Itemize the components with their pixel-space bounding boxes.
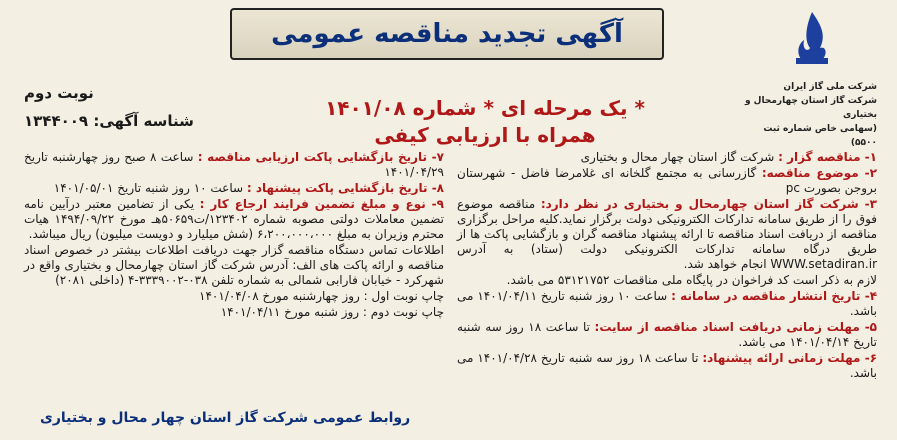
print-first: چاپ نوبت اول : روز چهارشنبه مورخ ۱۴۰۱/۰۴/۰۸ <box>199 289 444 303</box>
tender-number: * یک مرحله ای * شماره ۱۴۰۱/۰۸ <box>325 96 645 120</box>
gas-flame-icon <box>792 10 832 65</box>
footer-signature: روابط عمومی شرکت گاز استان چهار محال و بختیاری <box>40 410 411 426</box>
company-name-block <box>737 80 877 150</box>
contact-info: اطلاعات تماس دستگاه مناقصه گزار جهت دریافت اطلاعات بیشتر در خصوص اسناد مناقصه و ارائه پاکت های الف: آدرس شرکت گاز استان چهارمحال و بختیاری واقع در شهرکرد - خیابان فارابی شمالی به شماره تلفن ۰۳۸-۳۳۳۹۰۰۲-۴ (داخلی ۲۰۸۱) <box>24 243 444 287</box>
round-label: نوبت دوم <box>24 84 94 102</box>
item-2: ۲- موضوع مناقصه: گازرسانی به مجتمع گلخانه ای غلامرضا فاضل - شهرستان بروجن بصورت pc <box>457 166 877 195</box>
title-banner <box>230 8 664 60</box>
left-column <box>24 150 444 321</box>
item-1: ۱- مناقصه گزار : شرکت گاز استان چهار محال و بختیاری <box>580 150 877 164</box>
print-second: چاپ نوبت دوم : روز شنبه مورخ ۱۴۰۱/۰۴/۱۱ <box>220 305 444 319</box>
company-line2: شرکت گاز استان چهارمحال و بختیاری <box>744 96 877 120</box>
right-column <box>457 150 877 382</box>
item-9: ۹- نوع و مبلغ تضمین فرایند ارجاع کار : یکی از تضامین معتبر درآیین نامه تضمین معاملات دولتی مصوبه شماره ۱۲۳۴۰۲/ت۵۰۶۵۹هـ مورخ ۱۴۹۴/۰۹/۲۲ هیات محترم وزیران به مبلغ ۶،۲۰۰،۰۰۰،۰۰۰ (شش میلیارد و دویست میلیون) ریال میباشد. <box>24 197 444 241</box>
ad-number: شناسه آگهی: ۱۳۴۴۰۰۹ <box>24 112 194 130</box>
item-6: ۶- مهلت زمانی ارائه پیشنهاد: تا ساعت ۱۸ روز سه شنبه تاریخ ۱۴۰۱/۰۴/۲۸ می باشد. <box>457 351 878 380</box>
notice-title: آگهی تجدید مناقصه عمومی <box>271 19 623 49</box>
item-4: ۴- تاریخ انتشار مناقصه در سامانه : ساعت ۱۰ روز شنبه تاریخ ۱۴۰۱/۰۴/۱۱ می باشد. <box>457 289 878 318</box>
company-line1: شرکت ملی گاز ایران <box>783 82 877 92</box>
item-3-note: لازم به ذکر است کد فراخوان در پایگاه ملی مناقصات ۵۳۱۲۱۷۵۲ می باشد. <box>506 273 877 287</box>
item-7: ۷- تاریخ بازگشایی پاکت ارزیابی مناقصه : ساعت ۸ صبح روز چهارشنبه تاریخ ۱۴۰۱/۰۴/۲۹ <box>24 150 444 179</box>
item-5: ۵- مهلت زمانی دریافت اسناد مناقصه از سایت: تا ساعت ۱۸ روز سه شنبه تاریخ ۱۴۰۱/۰۴/۱۴ می باشد. <box>457 320 877 349</box>
company-line3: (سهامی خاص شماره ثبت ۵۵۰۰) <box>763 124 877 148</box>
item-8: ۸- تاریخ بازگشایی پاکت پیشنهاد : ساعت ۱۰ روز شنبه تاریخ ۱۴۰۱/۰۵/۰۱ <box>53 181 444 195</box>
item-3: ۳- شرکت گاز استان چهارمحال و بختیاری در نظر دارد: مناقصه موضوع فوق را از طریق سامانه تدارکات الکترونیکی دولت برگزار نماید.کلیه مراحل برگزاری مناقصه از دریافت اسناد مناقصه تا ارائه پیشنهاد مناقصه گران و بازگشایی پاکت ها از طریق درگاه سامانه تدارکات الکترونیکی دولت (ستاد) به آدرس WWW.setadiran.ir انجام خواهد شد. <box>457 197 877 271</box>
tender-qualifier: همراه با ارزیابی کیفی <box>374 123 596 147</box>
company-logo <box>737 10 877 150</box>
